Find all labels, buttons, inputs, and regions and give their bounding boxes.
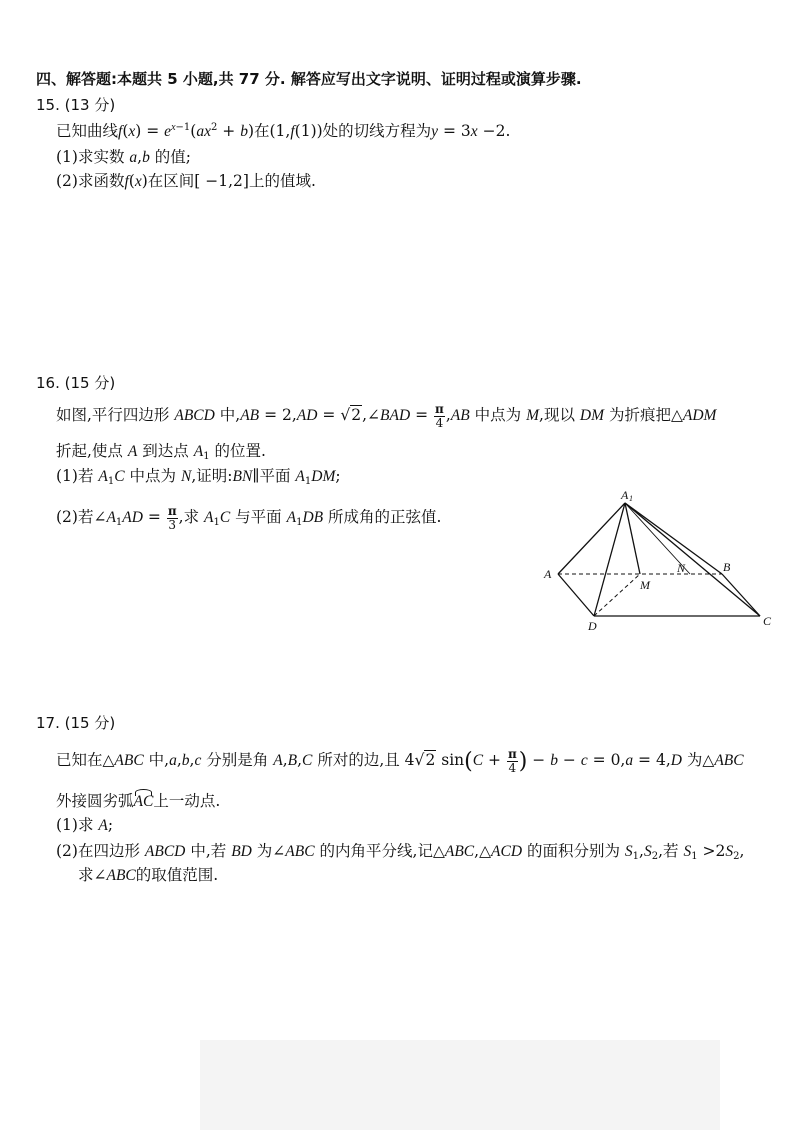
q17-stem: 已知在△ABC 中,a,b,c 分别是角 A,B,C 所对的边,且 4√2 sin(C + $\frac{\pi}{4}$ ) − b − c = 0,a = 4,D 为△ABC [56, 747, 744, 775]
q17-stem-line2: 外接圆劣弧AC上一动点. [56, 792, 221, 810]
q16-part2: (2)若$\angle A_1AD$ = $\frac{\pi}{3}$ ,求 $A_1C$ 与平面 $A_1DB$ 所成角的正弦值. [56, 504, 442, 532]
q15-part1: (1)求实数 a,b 的值; [56, 148, 192, 166]
label-B: B [723, 560, 731, 574]
pyramid-figure [530, 488, 780, 633]
q16-stem: 如图,平行四边形 ABCD 中,AB = 2,AD = √2,∠BAD = $\frac{\pi}{4}$ ,AB 中点为 M,现以 DM 为折痕把△ADM [56, 402, 717, 430]
edge-B-C [722, 574, 760, 616]
label-A1: A [621, 488, 629, 502]
label-C: C [763, 614, 772, 628]
q16-part1: (1)若 $A_1C$ 中点为 N,证明:BN∥平面 $A_1DM$; [56, 467, 341, 487]
edge-A1-B [625, 503, 722, 574]
edge-D-M-hidden [594, 574, 640, 616]
q17-part2: (2)在四边形 ABCD 中,若 BD 为∠ABC 的内角平分线,记△ABC,△ACD 的面积分别为 $S_1,S_2$,若 $S_1 >2S_2$, [56, 842, 745, 862]
label-A1-sub: 1 [629, 494, 633, 503]
q15-part2: (2)求函数f(x)在区间[ −1,2]上的值域. [56, 172, 316, 190]
scan-shadow [200, 1040, 720, 1130]
q15-number: 15. (13 分) [36, 96, 116, 114]
q17-part2-line2: 求∠ABC的取值范围. [78, 866, 219, 884]
label-D: D [588, 619, 597, 633]
q17-part1: (1)求 A; [56, 816, 114, 834]
q16-number: 16. (15 分) [36, 374, 116, 392]
label-A: A [544, 567, 552, 581]
edge-A-D [558, 574, 594, 616]
edge-A1-C [625, 503, 760, 616]
label-M: M [640, 578, 650, 592]
q16-stem-line2: 折起,使点 A 到达点 $A_1$ 的位置. [56, 442, 266, 462]
label-N: N [677, 561, 686, 575]
section-header: 四、解答题:本题共 5 小题,共 77 分. 解答应写出文字说明、证明过程或演算步骤. [36, 70, 582, 88]
q17-number: 17. (15 分) [36, 714, 116, 732]
q15-stem: 已知曲线$f(x) = e^{x-1}(ax^2 + b)$在(1,f(1))处的切线方程为y = 3x −2. [56, 122, 511, 140]
